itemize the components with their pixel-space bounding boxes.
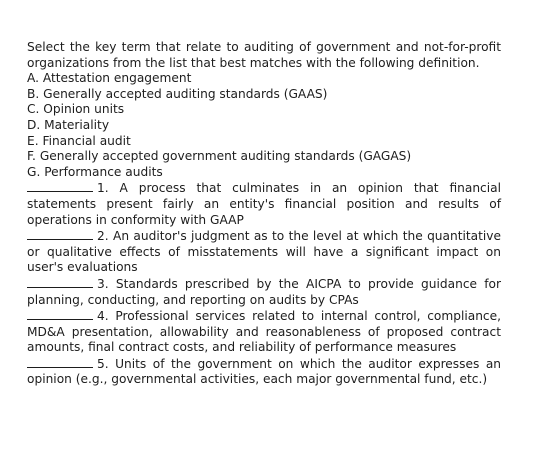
instructions-text: Select the key term that relate to auditing of government and not-for-profit organizations from the list that best matches with the following definition. [27, 40, 501, 70]
definition-number: 3. [97, 276, 109, 291]
option-term: Performance audits [44, 164, 163, 179]
term-option [27, 134, 501, 150]
definition-item [27, 308, 501, 356]
option-letter: C. [27, 102, 40, 117]
option-term: Generally accepted government auditing standards (GAGAS) [39, 149, 412, 164]
option-term: Attestation engagement [42, 71, 192, 86]
option-term: Materiality [44, 117, 110, 132]
definition-number: 1. [97, 181, 109, 196]
definition-number: 4. [97, 309, 109, 324]
definition-text: A process that culminates in an opinion that financial statements present fairly an entity's financial position and results of operations in conformity with GAAP [27, 181, 502, 227]
option-letter: B. [27, 86, 40, 101]
answer-blank[interactable] [27, 180, 93, 192]
answer-blank[interactable] [27, 276, 93, 288]
definitions-list [27, 180, 501, 388]
definition-item [27, 276, 501, 308]
option-term: Opinion units [43, 102, 125, 117]
option-letter: G. [27, 164, 41, 179]
option-term: Generally accepted auditing standards (GAAS) [43, 86, 328, 101]
option-letter: A. [27, 71, 39, 86]
definition-item [27, 228, 501, 276]
term-options-list [27, 71, 501, 180]
definition-item [27, 180, 501, 228]
term-option [27, 102, 501, 118]
term-option [27, 87, 501, 103]
option-letter: F. [27, 149, 36, 164]
definition-number: 5. [97, 356, 109, 371]
definition-text: An auditor's judgment as to the level at which the quantitative or qualitative effects of misstatements will have a significant impact on user's evaluations [27, 229, 502, 275]
option-term: Financial audit [42, 133, 131, 148]
answer-blank[interactable] [27, 356, 93, 368]
answer-blank[interactable] [27, 228, 93, 240]
term-option [27, 71, 501, 87]
option-letter: D. [27, 117, 41, 132]
definition-text: Professional services related to internal control, compliance, MD&A presentation, allowability and reasonableness of proposed contract amounts, final contract costs, and reliability of performance measures [27, 309, 501, 355]
term-option [27, 149, 501, 165]
definition-text: Standards prescribed by the AICPA to provide guidance for planning, conducting, and reporting on audits by CPAs [27, 276, 502, 307]
answer-blank[interactable] [27, 308, 93, 320]
term-option [27, 118, 501, 134]
option-letter: E. [27, 133, 39, 148]
definition-text: Units of the government on which the auditor expresses an opinion (e.g., governmental activities, each major governmental fund, etc.) [27, 356, 502, 387]
definition-item [27, 356, 501, 388]
term-option [27, 165, 501, 181]
definition-number: 2. [97, 229, 109, 244]
